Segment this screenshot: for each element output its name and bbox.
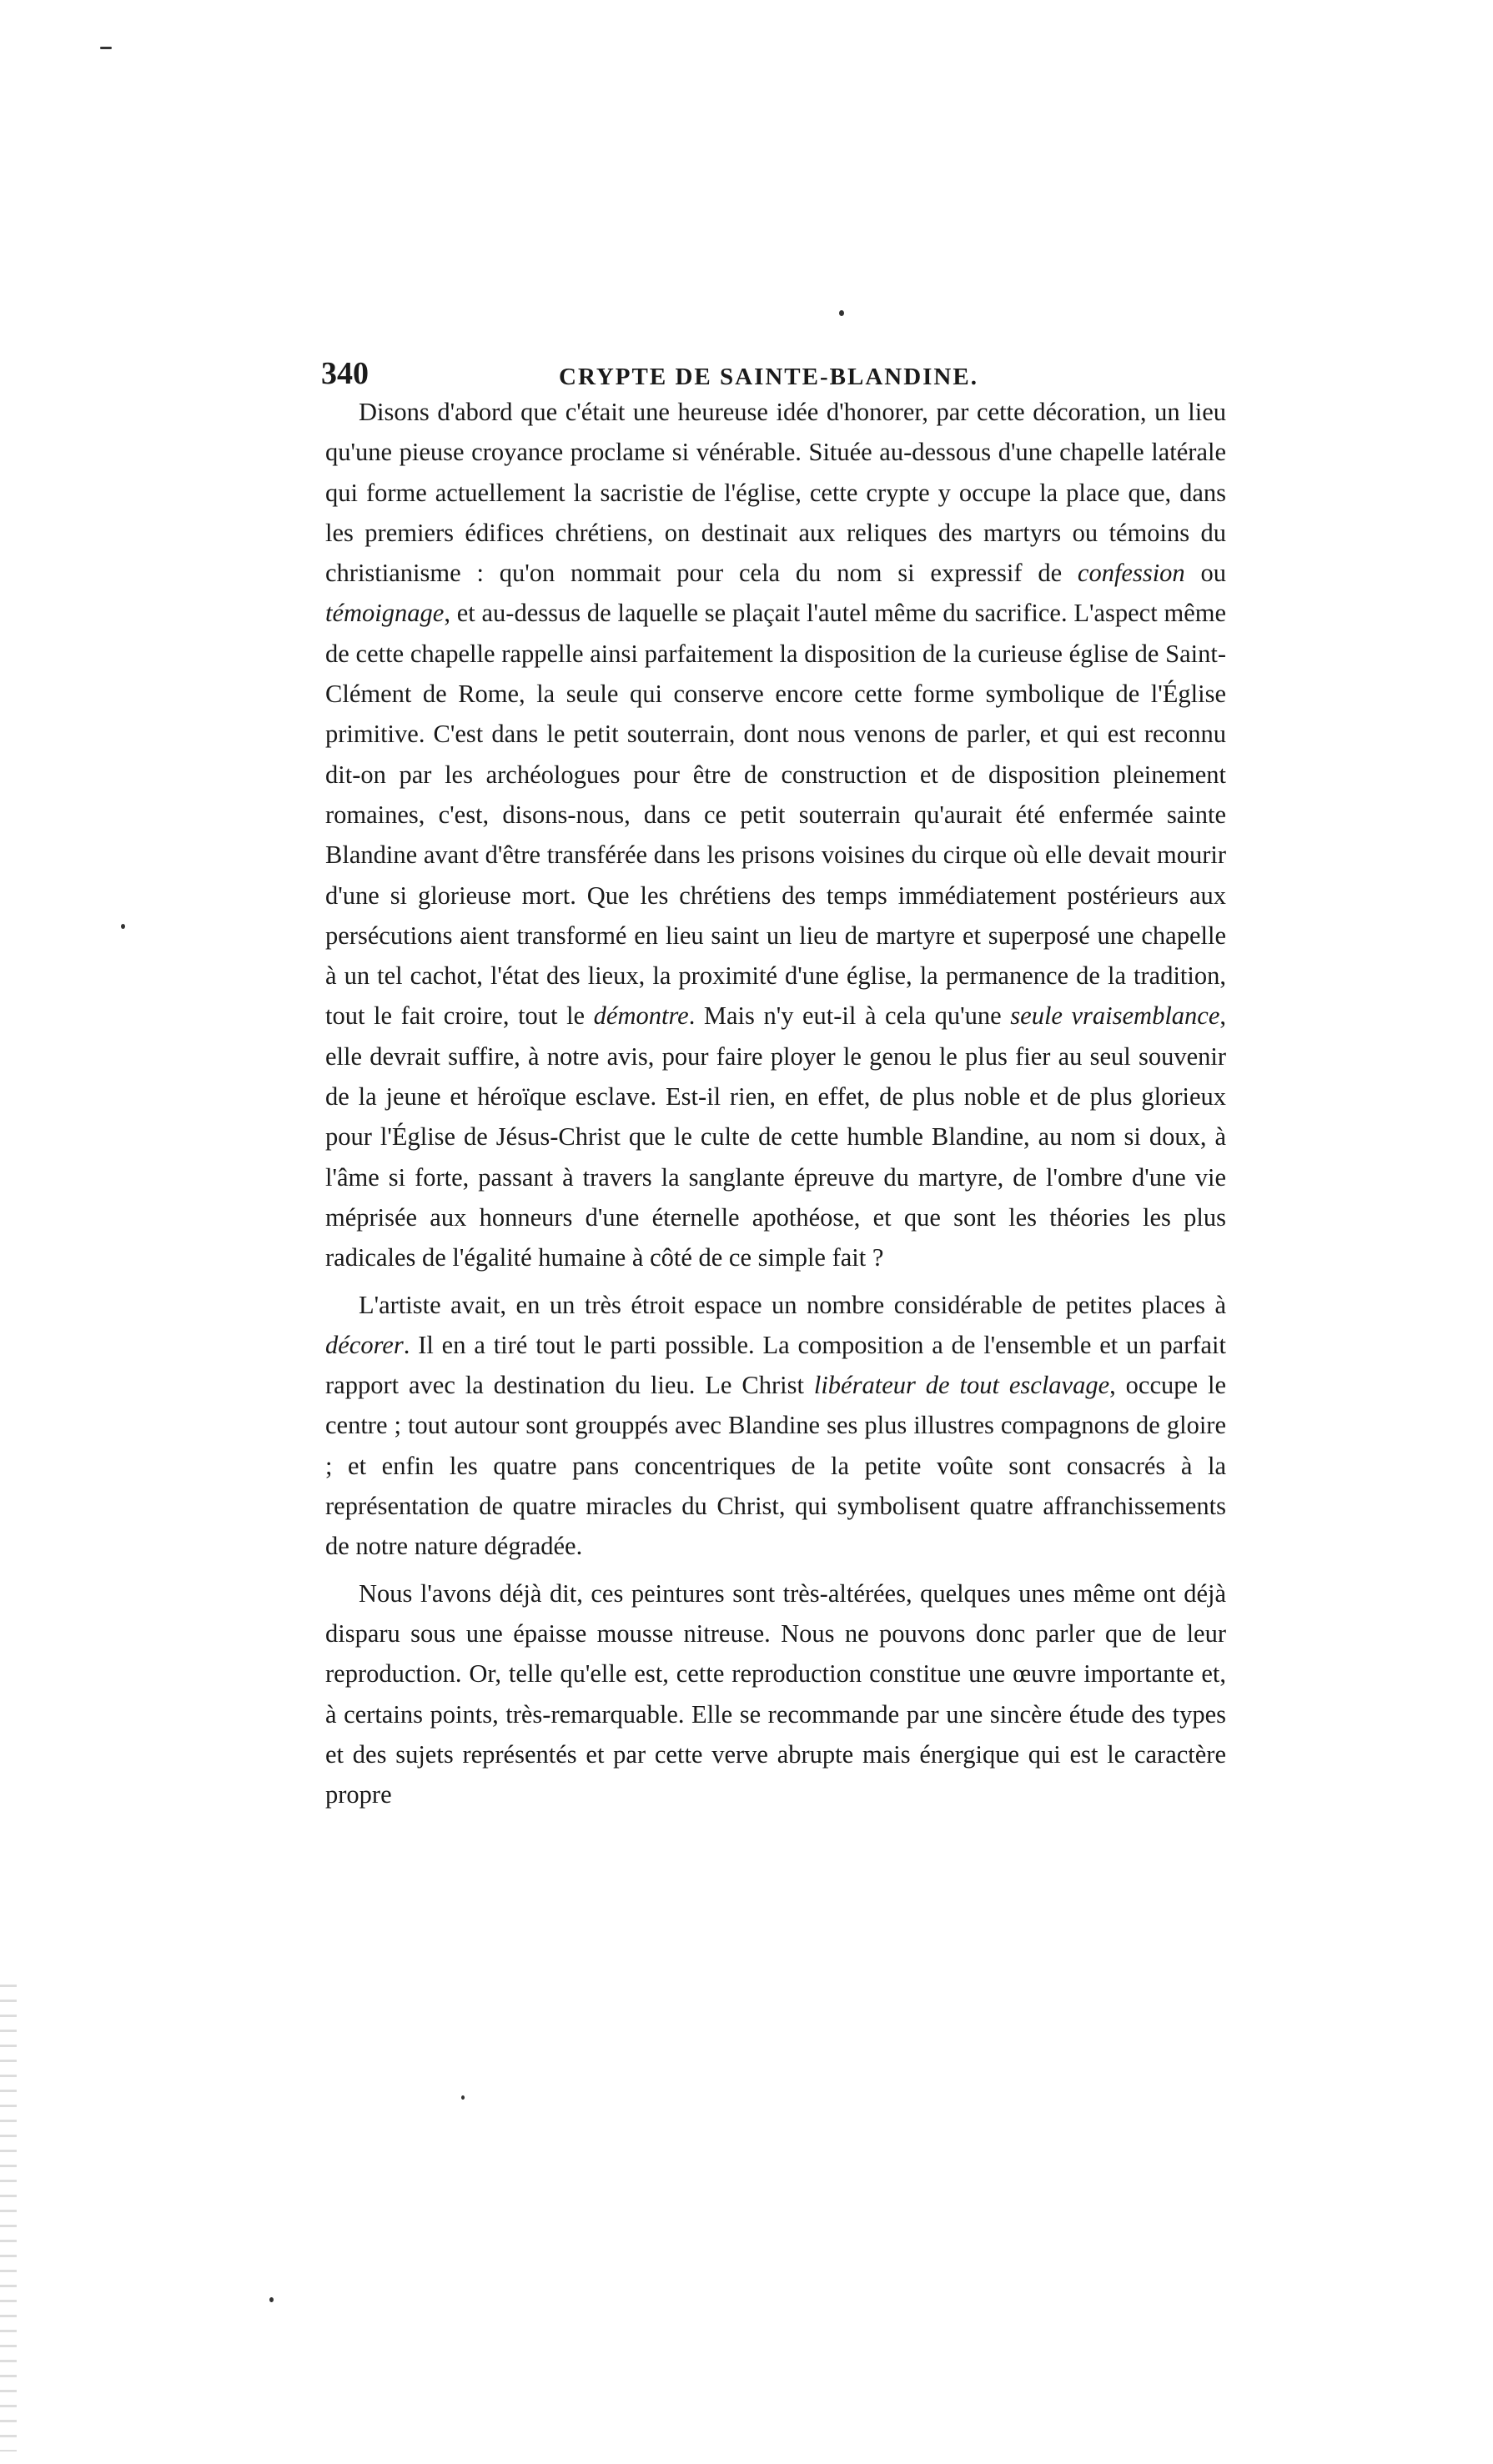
scan-speck: [121, 924, 125, 929]
italic-run: confession: [1077, 559, 1185, 588]
running-title: CRYPTE DE SAINTE-BLANDINE.: [559, 364, 978, 390]
page-number: 340: [321, 356, 369, 391]
italic-run: témoignage: [325, 599, 445, 628]
page-header: [321, 349, 1205, 399]
text-run: Nous l'avons déjà dit, ces peintures sont très-altérées, quelques unes même ont déjà disparu sous une épaisse mousse nitreuse. Nous ne pouvons donc parler que de leur reproduction. Or, telle qu'elle est, cette reproduction constitue une œuvre importante et, à certains points, très-remarquable. Elle se recommande par une sincère étude des types et des sujets représentés et par cette verve abrupte mais énergique qui est le caractère propre: [325, 1578, 1226, 1809]
text-run: , et au-dessus de laquelle se plaçait l'autel même du sacrifice. L'aspect même de cette chapelle rappelle ainsi parfaitement la disposition de la curieuse église de Saint-Clément de Rome, la seule qui conserve encore cette forme symbolique de l'Église primitive. C'est dans le petit souterrain, dont nous venons de parler, et qui est reconnu dit-on par les archéologues pour être de construction et de disposition pleinement romaines, c'est, disons-nous, dans ce petit souterrain qu'aurait été enfermée sainte Blandine avant d'être transférée dans les prisons voisines du cirque où elle devait mourir d'une si glorieuse mort. Que les chrétiens des temps immédiatement postérieurs aux persécutions aient transformé en lieu saint un lieu de martyre et superposé une chapelle à un tel cachot, l'état des lieux, la proximité d'une église, la permanence de la tradition, tout le fait croire, tout le: [325, 599, 1226, 1031]
italic-run: seule vraisemblance: [1010, 1001, 1220, 1031]
scan-speck: [100, 47, 112, 49]
text-run: ou: [1184, 559, 1226, 588]
text-run: , occupe le centre ; tout autour sont grouppés avec Blandine ses plus illustres compagnons de gloire ; et enfin les quatre pans concentriques de la petite voûte sont consacrés à la représentation de quatre miracles du Christ, qui symbolisent quatre affranchissements de notre nature dégradée.: [325, 1371, 1226, 1561]
scan-edge: [0, 1985, 17, 2451]
body-text: [325, 392, 1226, 1814]
text-run: , elle devrait suffire, à notre avis, pour faire ployer le genou le plus fier au seul souvenir de la jeune et héroïque esclave. Est-il rien, en effet, de plus noble et de plus glorieux pour l'Église de Jésus-Christ que le culte de cette humble Blandine, au nom si doux, à l'âme si forte, passant à travers la sanglante épreuve du martyre, de l'ombre d'une vie méprisée aux honneurs d'une éternelle apothéose, et que sont les théories les plus radicales de l'égalité humaine à côté de ce simple fait ?: [325, 1001, 1226, 1272]
italic-run: décorer: [325, 1330, 404, 1359]
text-run: Disons d'abord que c'était une heureuse idée d'honorer, par cette décoration, un lieu qu'une pieuse croyance proclame si vénérable. Située au-dessous d'une chapelle latérale qui forme actuellement la sacristie de l'église, cette crypte y occupe la place que, dans les premiers édifices chrétiens, on destinait aux reliques des martyrs ou témoins du christianisme : qu'on nommait pour cela du nom si expressif de: [325, 398, 1226, 588]
paragraph: [325, 1285, 1226, 1567]
italic-run: démontre: [593, 1001, 689, 1031]
text-run: L'artiste avait, en un très étroit espace un nombre considérable de petites places à: [359, 1290, 1226, 1319]
text-run: . Il en a tiré tout le parti possible. La composition a de l'ensemble et un parfait rapport avec la destination du lieu. Le Christ: [325, 1330, 1226, 1400]
text-run: . Mais n'y eut-il à cela qu'une: [688, 1001, 1011, 1031]
paragraph: [325, 1573, 1226, 1815]
scan-speck: [461, 2095, 465, 2100]
paragraph: [325, 392, 1226, 1278]
scan-speck: [839, 310, 844, 316]
italic-run: libérateur de tout esclavage: [813, 1371, 1110, 1400]
scan-speck: [269, 2297, 274, 2302]
